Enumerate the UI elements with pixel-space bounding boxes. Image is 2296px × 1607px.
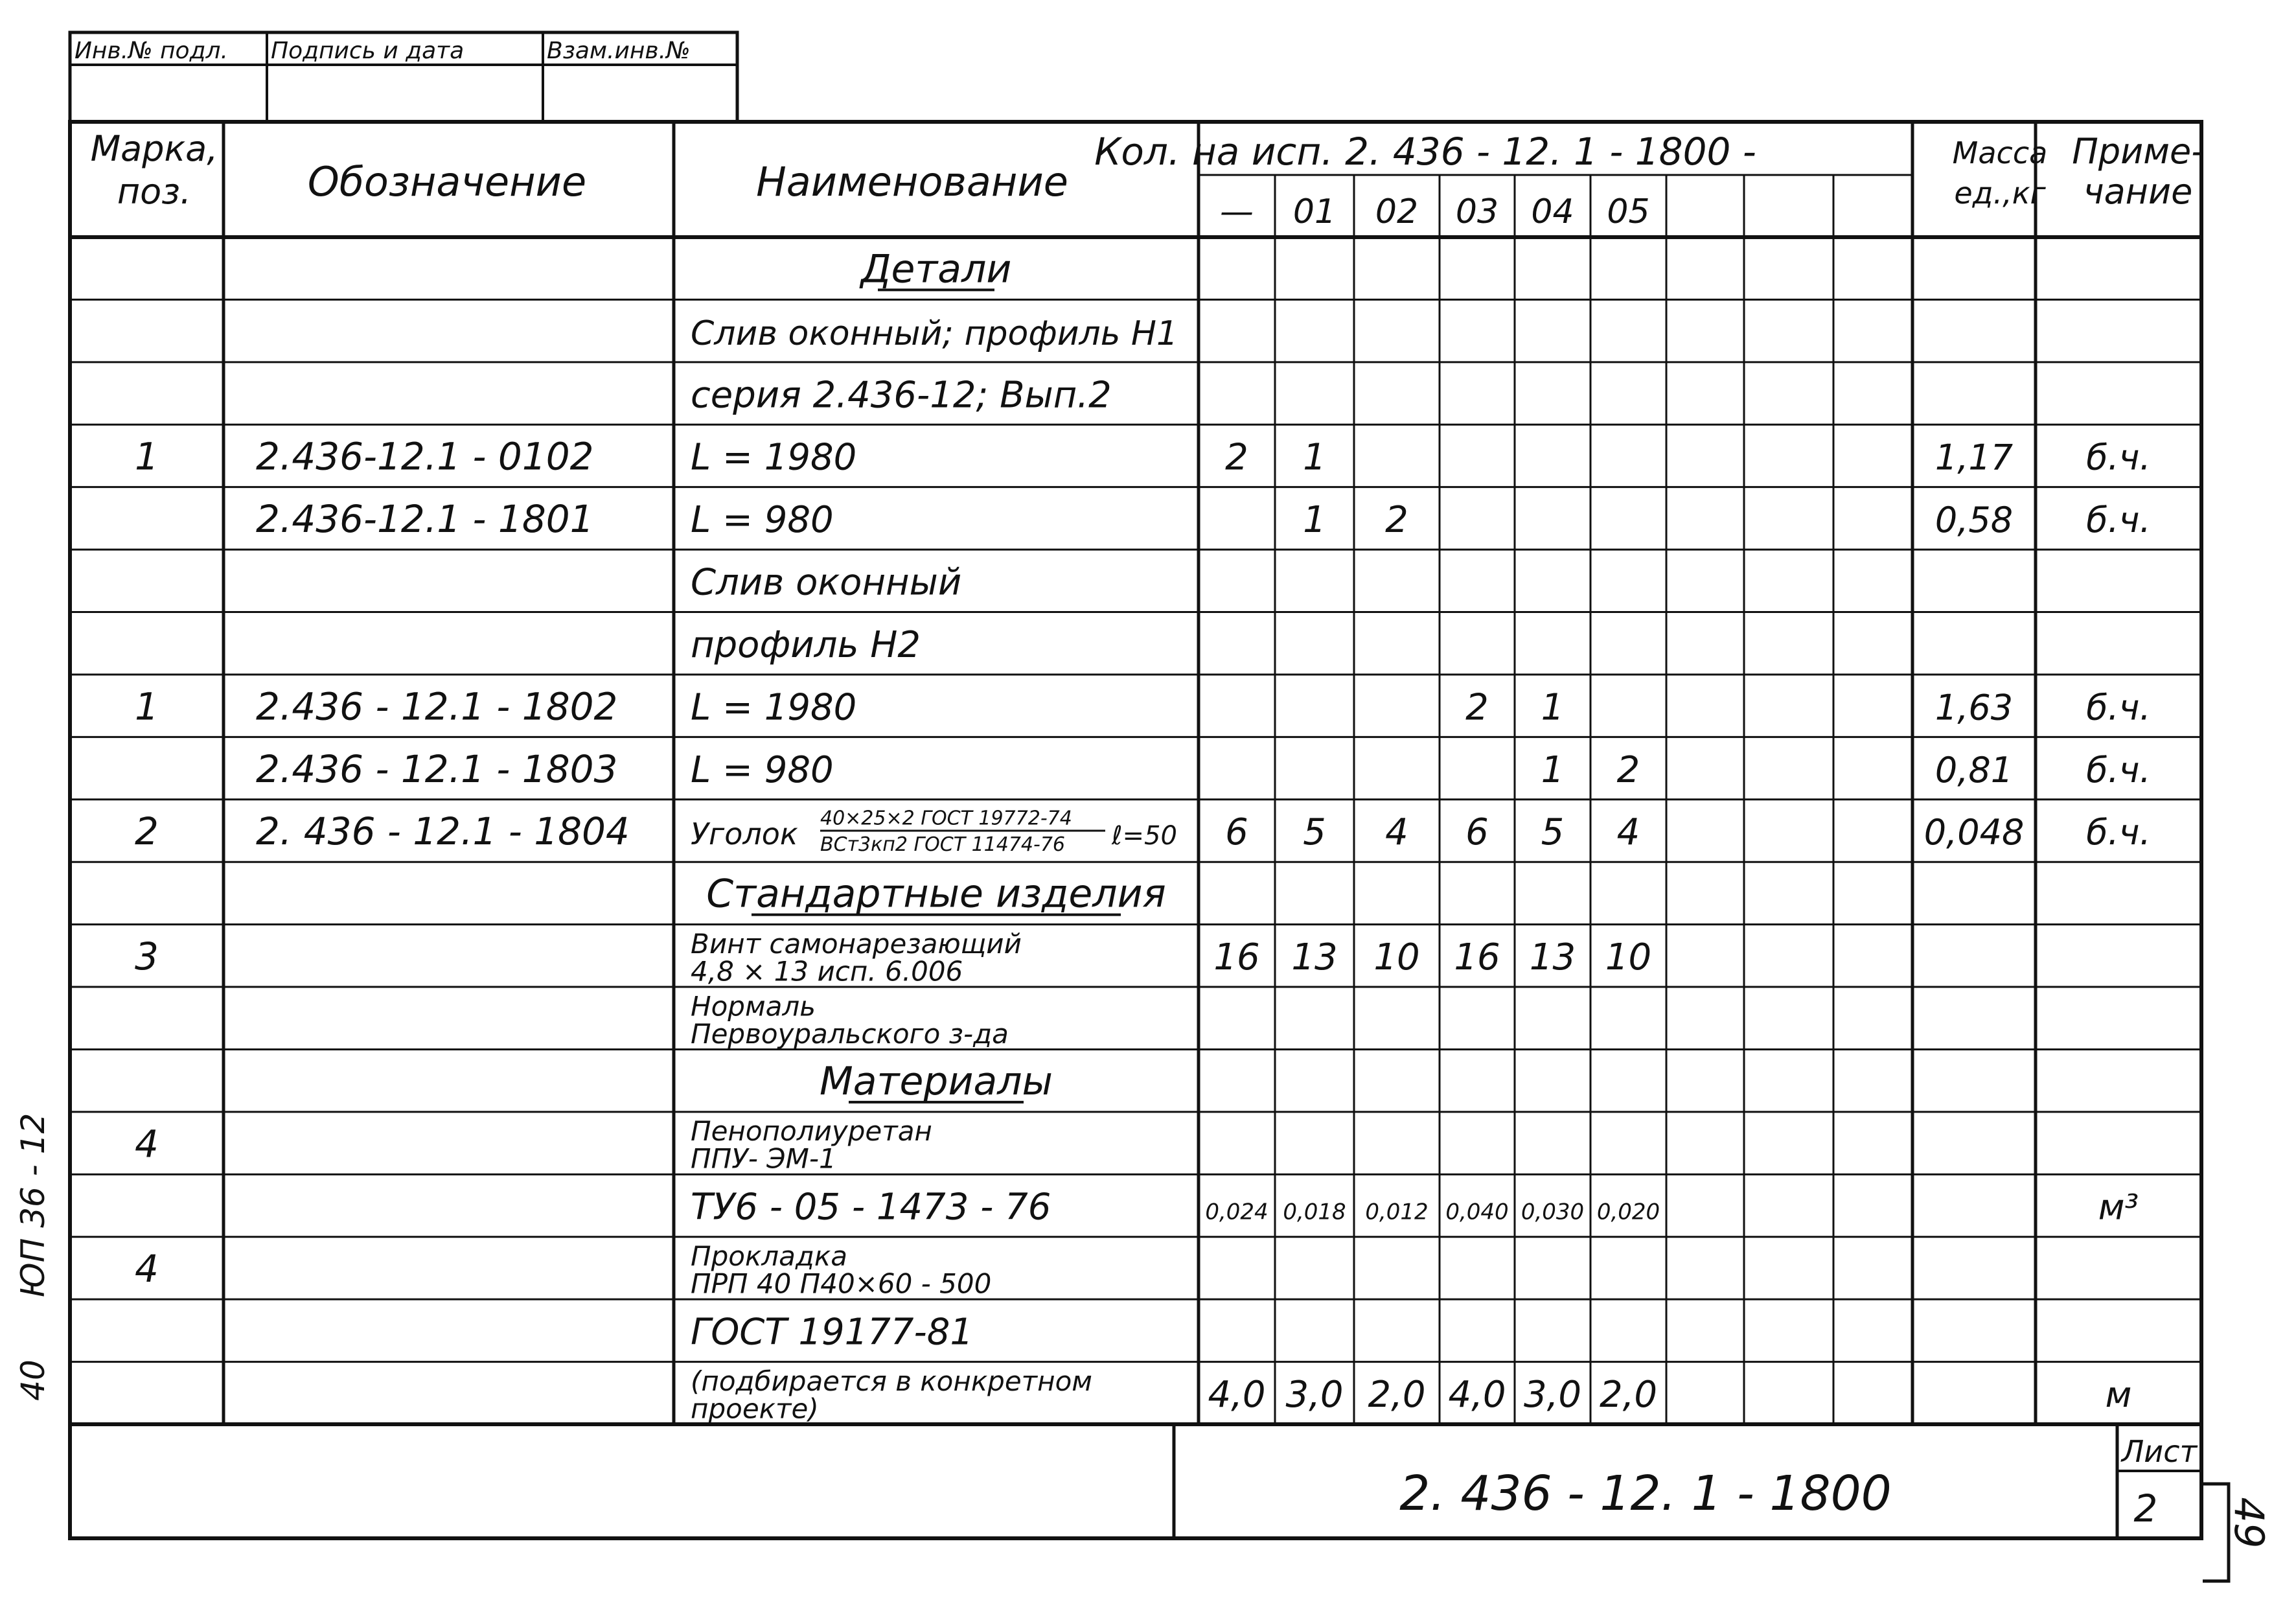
cell-qty-2: 2: [1385, 499, 1408, 542]
cell-primechanie: б.ч.: [2086, 812, 2151, 853]
cell-primechanie: б.ч.: [2086, 749, 2151, 791]
cell-qty-3: 2: [1465, 686, 1489, 729]
table-row: [691, 562, 961, 604]
header-oboznachenie: Обозначение: [307, 158, 587, 205]
cell-qty-3: 0,040: [1445, 1199, 1509, 1225]
cell-naimenovanie-line1: Прокладка: [691, 1240, 848, 1273]
cell-qty-4: 0,030: [1521, 1199, 1585, 1225]
cell-naimenovanie: профиль Н2: [691, 623, 921, 666]
cell-naimenovanie: ГОСТ 19177-81: [691, 1311, 973, 1354]
cell-primechanie: б.ч.: [2086, 687, 2151, 728]
cell-qty-4: 13: [1529, 936, 1576, 979]
stamp-table: [70, 32, 737, 122]
section-heading: Материалы: [820, 1058, 1053, 1104]
cell-qty-0: 6: [1225, 811, 1248, 854]
cell-qty-5: 2,0: [1599, 1374, 1658, 1416]
header-massa-line1: Масса: [1952, 135, 2048, 170]
cell-naimenovanie-line1: Винт самонарезающий: [691, 927, 1022, 960]
cell-naimenovanie-line1: Нормаль: [691, 990, 816, 1023]
cell-massa: 0,81: [1934, 749, 2014, 791]
cell-naimenovanie: ТУ6 - 05 - 1473 - 76: [691, 1186, 1051, 1229]
table-row: [691, 374, 1112, 416]
table-row: [706, 872, 1165, 917]
table-row: [135, 807, 2151, 855]
cell-qty-1: 0,018: [1283, 1199, 1346, 1225]
cell-qty-3: 4,0: [1448, 1374, 1506, 1416]
cell-primechanie: б.ч.: [2086, 500, 2151, 541]
cell-qty-1: 1: [1303, 436, 1326, 479]
cell-qty-1: 5: [1303, 811, 1326, 854]
cell-oboznachenie: 2.436-12.1 - 1801: [256, 497, 594, 542]
cell-oboznachenie: 2.436-12.1 - 0102: [256, 434, 594, 479]
title-block: [70, 1424, 2201, 1538]
fraction-bottom: ВСт3кп2 ГОСТ 11474-76: [820, 833, 1066, 856]
table-row: [135, 435, 2151, 479]
header-variant-0: —: [1220, 192, 1254, 231]
table-row: [691, 1186, 2139, 1229]
cell-qty-0: 4,0: [1208, 1374, 1266, 1416]
header-marka-line1: Марка,: [90, 128, 218, 169]
table-row: [691, 314, 1178, 353]
cell-naimenovanie: Слив оконный; профиль Н1: [691, 314, 1178, 353]
margin-number: 40: [14, 1359, 52, 1401]
cell-marka: 3: [135, 934, 159, 979]
cell-marka: 2: [135, 809, 159, 854]
cell-naimenovanie-line1: (подбирается в конкретном: [691, 1365, 1092, 1397]
variant-headers: [1220, 192, 1650, 231]
cell-qty-0: 0,024: [1205, 1199, 1269, 1225]
header-variant-2: 02: [1375, 192, 1419, 231]
sheet-number: 2: [2133, 1486, 2158, 1531]
cell-qty-2: 2,0: [1368, 1374, 1426, 1416]
header-variant-1: 01: [1292, 192, 1337, 231]
cell-naimenovanie-line2: проекте): [691, 1393, 819, 1425]
table-row: [859, 246, 1012, 292]
fraction-top: 40×25×2 ГОСТ 19772-74: [820, 807, 1072, 830]
stamp-header-signature: Подпись и дата: [271, 38, 465, 64]
margin-series: ЮП 36 - 12: [14, 1113, 52, 1298]
cell-primechanie: м³: [2098, 1186, 2139, 1228]
section-heading: Стандартные изделия: [706, 871, 1166, 917]
table-row: [135, 684, 2151, 728]
header-massa-line2: ед.,кг: [1954, 176, 2046, 211]
cell-marka: 4: [135, 1247, 159, 1291]
cell-qty-5: 2: [1616, 748, 1640, 791]
cell-massa: 0,58: [1934, 500, 2014, 541]
cell-naimenovanie-line2: ПРП 40 П40×60 - 500: [691, 1267, 992, 1300]
cell-qty-2: 0,012: [1365, 1199, 1429, 1225]
cell-qty-1: 1: [1303, 499, 1326, 542]
cell-qty-5: 4: [1616, 811, 1640, 854]
cell-qty-0: 2: [1225, 436, 1248, 479]
cell-naimenovanie-line1: Пенополиуретан: [691, 1115, 932, 1148]
cell-oboznachenie: 2.436 - 12.1 - 1803: [256, 746, 618, 791]
cell-naimenovanie: L = 980: [691, 499, 834, 542]
cell-marka: 4: [135, 1122, 159, 1166]
table-row: [135, 1115, 932, 1174]
margin-page-number: 49: [2225, 1497, 2273, 1549]
cell-qty-4: 5: [1541, 811, 1565, 854]
header-prim-line1: Приме-: [2072, 131, 2204, 172]
cell-massa: 1,63: [1934, 687, 2014, 728]
cell-marka: 1: [135, 434, 159, 479]
cell-qty-3: 16: [1454, 936, 1500, 979]
cell-oboznachenie: 2.436 - 12.1 - 1802: [256, 684, 618, 729]
section-heading: Детали: [860, 246, 1012, 292]
table-row: [135, 928, 1651, 987]
table-row: [691, 990, 1009, 1049]
table-header: [91, 128, 2204, 231]
header-variant-5: 05: [1607, 192, 1650, 231]
cell-naimenovanie-line2: 4,8 × 13 исп. 6.006: [691, 955, 963, 988]
fraction-tail: ℓ=50: [1112, 821, 1177, 851]
header-variant-3: 03: [1455, 192, 1499, 231]
cell-qty-0: 16: [1213, 936, 1260, 979]
table-row: [256, 497, 2151, 541]
margin-notes: [14, 1113, 2273, 1581]
cell-qty-1: 3,0: [1285, 1374, 1344, 1416]
cell-naimenovanie: L = 1980: [691, 686, 857, 729]
cell-primechanie: м: [2105, 1374, 2132, 1416]
header-kol-title: Кол. на исп. 2. 436 - 12. 1 - 1800 -: [1094, 130, 1756, 174]
cell-naimenovanie-line2: Первоуральского з-да: [691, 1017, 1009, 1050]
table-body: [135, 246, 2151, 1424]
table-row: [691, 1312, 973, 1354]
cell-naimenovanie: L = 1980: [691, 436, 857, 479]
cell-qty-2: 10: [1373, 936, 1420, 979]
cell-qty-1: 13: [1291, 936, 1338, 979]
cell-qty-4: 3,0: [1523, 1374, 1582, 1416]
header-naimenovanie: Наименование: [756, 158, 1068, 205]
table-row: [691, 624, 921, 666]
cell-naimenovanie-line2: ППУ- ЭМ-1: [691, 1142, 836, 1175]
header-marka-line2: поз.: [117, 171, 192, 212]
table-row: [820, 1059, 1053, 1104]
cell-qty-2: 4: [1385, 811, 1408, 854]
cell-naimenovanie: L = 980: [691, 748, 834, 791]
cell-marka: 1: [135, 684, 159, 729]
cell-naimenovanie: Уголок: [691, 816, 798, 852]
cell-qty-4: 1: [1541, 748, 1565, 791]
cell-primechanie: б.ч.: [2086, 437, 2151, 478]
table-row: [256, 747, 2151, 791]
cell-qty-4: 1: [1541, 686, 1565, 729]
stamp-header-inv: Инв.№ подл.: [75, 38, 228, 64]
cell-qty-5: 10: [1605, 936, 1652, 979]
table-row: [691, 1365, 2131, 1424]
sheet-label: Лист: [2121, 1434, 2198, 1469]
stamp-header-replace: Взам.инв.№: [547, 38, 691, 64]
cell-naimenovanie: серия 2.436-12; Вып.2: [691, 374, 1112, 417]
document-designation: 2. 436 - 12. 1 - 1800: [1399, 1466, 1892, 1521]
header-variant-4: 04: [1531, 192, 1574, 231]
header-prim-line2: чание: [2083, 171, 2193, 212]
cell-massa: 0,048: [1923, 812, 2025, 853]
cell-massa: 1,17: [1934, 437, 2014, 478]
cell-qty-3: 6: [1465, 811, 1489, 854]
table-row: [135, 1240, 991, 1299]
cell-qty-5: 0,020: [1596, 1199, 1660, 1225]
cell-naimenovanie: Слив оконный: [691, 561, 962, 604]
cell-oboznachenie: 2. 436 - 12.1 - 1804: [256, 809, 630, 854]
